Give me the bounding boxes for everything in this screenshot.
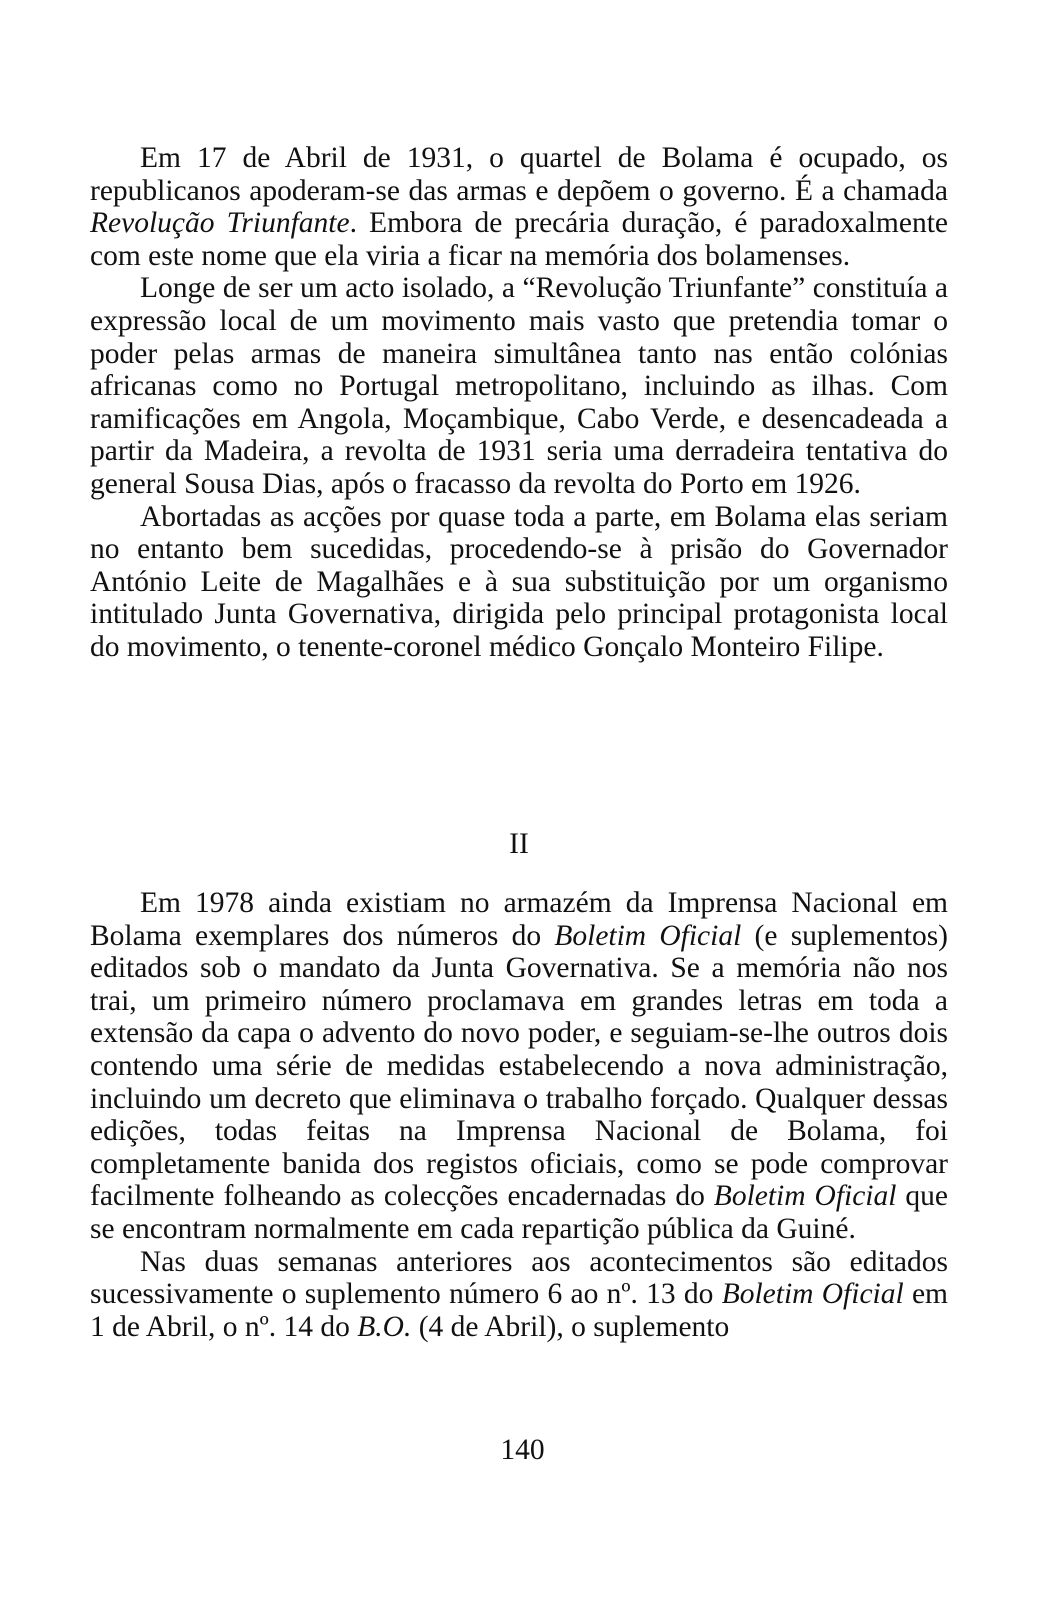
text-run: que se encontram normalmente em cada repartição pública da Guiné. [90, 1180, 949, 1245]
paragraph [90, 272, 948, 500]
section-heading: II [509, 828, 529, 860]
text-run: Abortadas as acções por quase toda a parte, em Bolama elas seriam no entanto bem sucedidas, procedendo-se à prisão do Governador António Leite de Magalhães e à sua substituição por um organismo intitulado Junta Governativa, dirigida pelo principal protagonista local do movimento, o tenente-coronel médico Gonçalo Monteiro Filipe. [90, 500, 948, 663]
text-run: . Embora de precária duração, é paradoxalmente com este nome que ela viria a ficar na memória dos bolamenses. [90, 207, 949, 272]
text-run: (e suplementos) editados sob o mandato da Junta Governativa. Se a memória não nos trai, um primeiro número proclamava em grandes letras em toda a extensão da capa o advento do novo poder, e seguiam-se-lhe outros dois contendo uma série de medidas estabelecendo a nova administração, incluindo um decreto que eliminava o trabalho forçado. Qualquer dessas edições, todas feitas na Imprensa Nacional de Bolama, foi completamente banida dos registos oficiais, como se pode comprovar facilmente folheando as colecções encadernadas do [90, 919, 949, 1213]
paragraph [90, 887, 948, 1246]
text-run-italic: Revolução Triunfante [90, 207, 350, 240]
section-one [90, 142, 948, 664]
text-run: (4 de Abril), o suplemento [411, 1310, 730, 1343]
text-run-italic: Boletim Oficial [721, 1278, 904, 1311]
paragraph [90, 1246, 948, 1344]
section-two [90, 887, 948, 1343]
text-run: Em 17 de Abril de 1931, o quartel de Bolama é ocupado, os republicanos apoderam-se das armas e depõem o governo. É a chamada [90, 142, 948, 207]
text-run-italic: Boletim Oficial [713, 1180, 897, 1213]
text-run-italic: Boletim Oficial [554, 919, 742, 952]
text-run: Longe de ser um acto isolado, a “Revolução Triunfante” constituía a expressão local de um movimento mais vasto que pretendia tomar o poder pelas armas de maneira simultânea tanto nas então colónias africanas como no Portugal metropolitano, incluindo as ilhas. Com ramificações em Angola, Moçambique, Cabo Verde, e desencadeada a partir da Madeira, a revolta de 1931 seria uma derradeira tentativa do general Sousa Dias, após o fracasso da revolta do Porto em 1926. [90, 272, 948, 500]
page-number: 140 [500, 1434, 545, 1466]
text-run: em 1 de Abril, o nº. 14 do [90, 1278, 949, 1343]
paragraph [90, 142, 948, 272]
text-run-italic: B.O. [357, 1310, 412, 1343]
text-run: Em 1978 ainda existiam no armazém da Imprensa Nacional em Bolama exemplares dos números do [90, 887, 948, 952]
paragraph [90, 501, 948, 664]
text-run: Nas duas semanas anteriores aos acontecimentos são editados sucessivamente o suplemento número 6 ao nº. 13 do [90, 1245, 948, 1311]
